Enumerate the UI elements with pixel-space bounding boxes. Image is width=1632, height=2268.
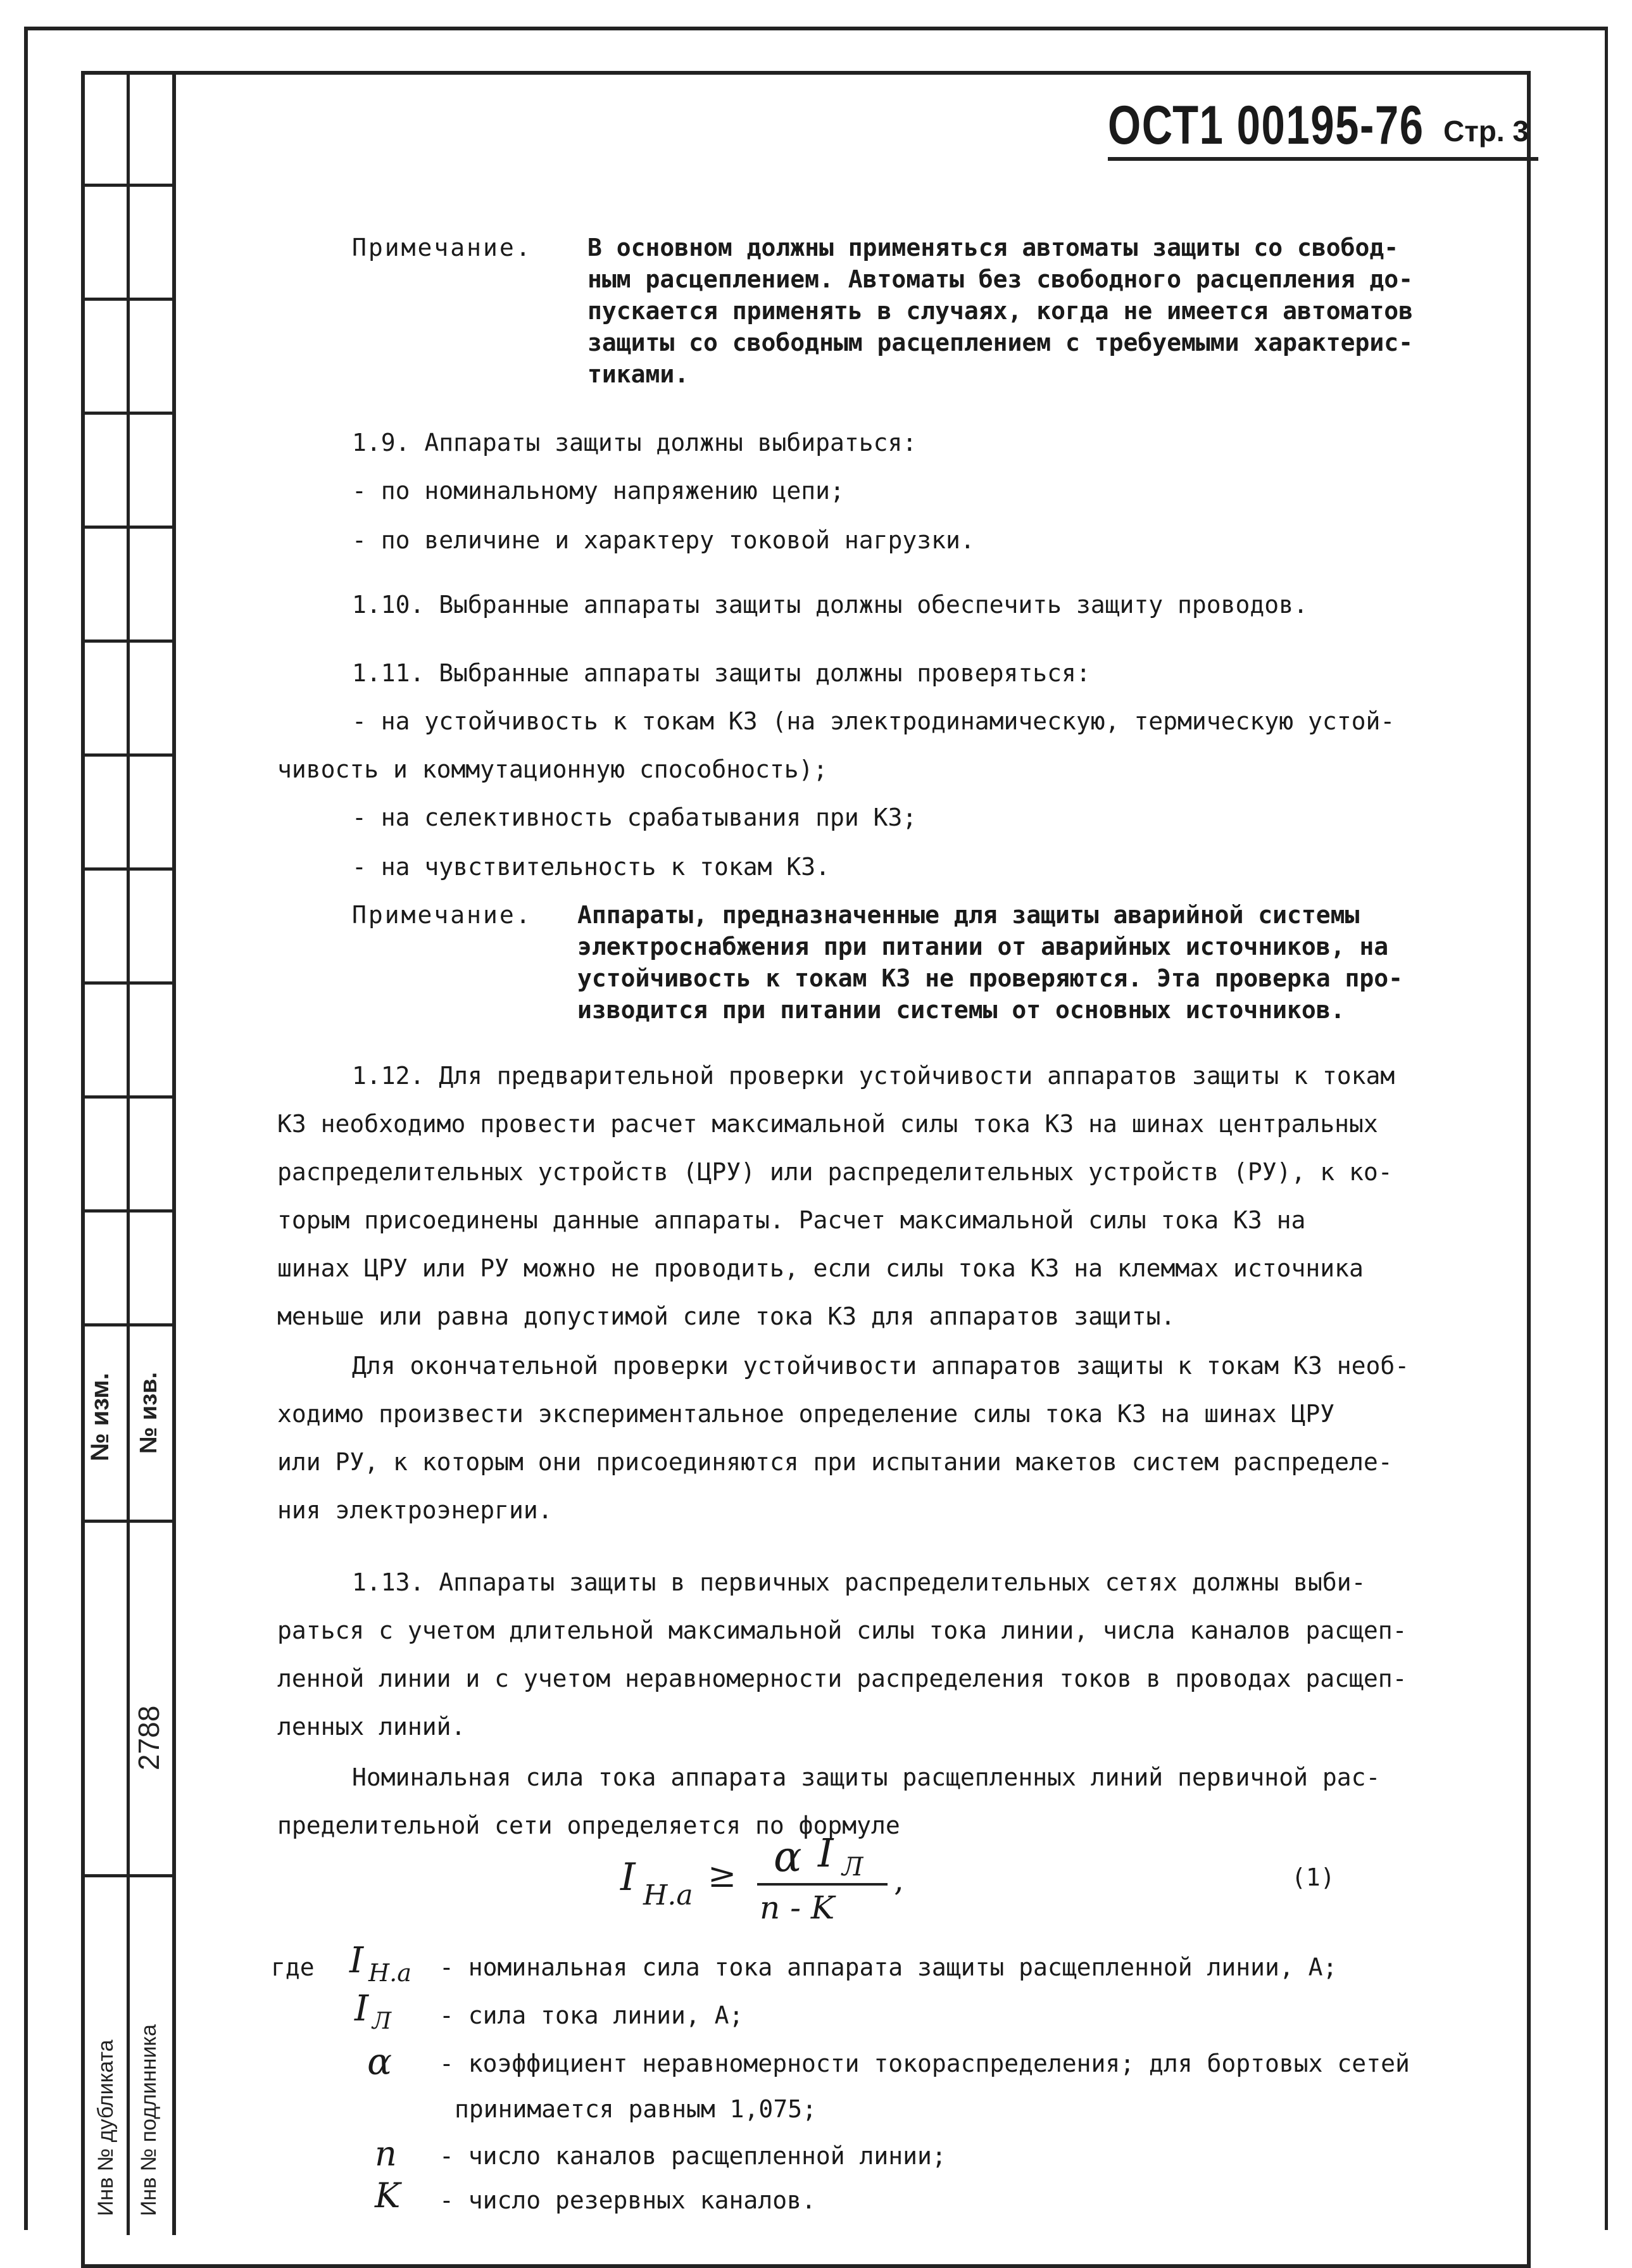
section-1-13-line: пределительной сети определяется по формуле	[277, 1811, 900, 1839]
margin-rule	[81, 526, 176, 529]
section-1-13-line: Номинальная сила тока аппарата защиты расщепленных линий первичной рас-	[352, 1763, 1381, 1791]
formula-lhs-subscript: Н.а	[643, 1879, 693, 1912]
margin-izm-label: № изм.	[86, 1373, 114, 1461]
margin-rule	[81, 184, 176, 187]
note-line: Аппараты, предназначенные для защиты аварийной системы	[577, 901, 1360, 929]
formula-lhs-symbol: I	[620, 1855, 636, 1899]
page-header	[1108, 94, 1538, 161]
original-inventory-label: Инв № подлинника	[137, 2024, 161, 2216]
formula-numerator-current: I	[818, 1830, 834, 1876]
margin-rule	[81, 753, 176, 757]
def-symbol: I	[349, 1940, 364, 1981]
formula-alpha: α	[774, 1832, 802, 1881]
margin-rule	[81, 981, 176, 985]
section-1-11-title: 1.11. Выбранные аппараты защиты должны проверяться:	[352, 659, 1091, 687]
section-1-10: 1.10. Выбранные аппараты защиты должны обеспечить защиту проводов.	[352, 591, 1308, 619]
def-symbol: α	[367, 2040, 392, 2083]
note-line: ным расцеплением. Автоматы без свободного расцепления до-	[587, 265, 1414, 293]
section-1-12-line: Для окончательной проверки устойчивости аппаратов защиты к токам КЗ необ-	[352, 1352, 1410, 1380]
section-1-12-line: 1.12. Для предварительной проверки устойчивости аппаратов защиты к токам	[352, 1062, 1395, 1090]
section-1-12-line: торым присоединены данные аппараты. Расчет максимальной силы тока КЗ на	[277, 1206, 1306, 1234]
inventory-number: 2788	[132, 1705, 165, 1770]
section-1-12-line: меньше или равна допустимой силе тока КЗ для аппаратов защиты.	[277, 1302, 1176, 1330]
list-item: - на чувствительность к токам КЗ.	[352, 853, 830, 881]
section-1-12-line: ния электроэнергии.	[277, 1496, 553, 1524]
note-label: Примечание.	[352, 901, 532, 929]
section-1-12-line: или РУ, к которым они присоединяются при испытании макетов систем распределе-	[277, 1448, 1393, 1476]
definition-text: - число резервных каналов.	[439, 2186, 816, 2214]
section-1-13-line: ленных линий.	[277, 1713, 466, 1741]
note-line: защиты со свободным расцеплением с требуемыми характерис-	[587, 329, 1414, 356]
formula-numerator-subscript: Л	[842, 1853, 863, 1882]
margin-rule	[81, 1323, 176, 1326]
section-1-12-line: КЗ необходимо провести расчет максимальной силы тока КЗ на шинах центральных	[277, 1110, 1378, 1138]
formula-denominator: n - K	[760, 1889, 835, 1926]
note-label: Примечание.	[352, 234, 532, 261]
margin-rule	[81, 298, 176, 301]
note-line: устойчивость к токам КЗ не проверяются. Эта проверка про-	[577, 964, 1403, 992]
note-line: тиками.	[587, 360, 689, 388]
section-1-12-line: ходимо произвести экспериментальное определение силы тока КЗ на шинах ЦРУ	[277, 1400, 1335, 1428]
note-line: изводится при питании системы от основных источников.	[577, 996, 1345, 1024]
fraction-bar	[757, 1883, 888, 1886]
definition-text: принимается равным 1,075;	[455, 2095, 817, 2123]
section-1-12-line: распределительных устройств (ЦРУ) или распределительных устройств (РУ), к ко-	[277, 1158, 1393, 1186]
margin-rule	[81, 639, 176, 643]
list-item: - на устойчивость к токам КЗ (на электродинамическую, термическую устой-	[352, 707, 1395, 735]
margin-rule	[81, 1874, 176, 1877]
margin-rule	[81, 867, 176, 871]
def-symbol: K	[375, 2176, 401, 2215]
note-line: пускается применять в случаях, когда не имеется автоматов	[587, 297, 1414, 325]
definition-text: - коэффициент неравномерности токораспределения; для бортовых сетей	[439, 2050, 1410, 2077]
section-1-12-line: шинах ЦРУ или РУ можно не проводить, если силы тока КЗ на клеммах источника	[277, 1254, 1364, 1282]
margin-rule	[81, 1095, 176, 1099]
page-number: Стр. 3	[1443, 115, 1529, 148]
definition-text: - сила тока линии, А;	[439, 2001, 744, 2029]
list-item-continuation: чивость и коммутационную способность);	[277, 755, 828, 783]
list-item: - по величине и характеру токовой нагрузки.	[352, 526, 975, 554]
def-symbol: I	[355, 1988, 369, 2029]
standard-number: ОСТ1 00195-76	[1108, 95, 1424, 156]
margin-column-divider	[172, 71, 176, 2235]
note-line: В основном должны применяться автоматы защиты со свобод-	[587, 234, 1399, 261]
margin-rule	[81, 1209, 176, 1213]
def-symbol: n	[375, 2134, 397, 2174]
def-subscript: Л	[372, 2008, 392, 2034]
section-1-9-title: 1.9. Аппараты защиты должны выбираться:	[352, 429, 917, 457]
duplicate-inventory-label: Инв № дубликата	[94, 2039, 118, 2216]
formula-relation: ≥	[708, 1855, 737, 1895]
list-item: - на селективность срабатывания при КЗ;	[352, 803, 917, 831]
definition-text: - номинальная сила тока аппарата защиты расщепленной линии, А;	[439, 1953, 1338, 1981]
note-line: электроснабжения при питании от аварийных источников, на	[577, 933, 1389, 961]
formula-comma: ,	[894, 1862, 904, 1898]
definition-text: - число каналов расщепленной линии;	[439, 2142, 946, 2170]
section-1-13-line: ленной линии и с учетом неравномерности распределения токов в проводах расщеп-	[277, 1665, 1407, 1692]
def-subscript: Н.а	[368, 1959, 411, 1987]
margin-rule	[81, 1520, 176, 1523]
section-1-13-line: раться с учетом длительной максимальной силы тока линии, числа каналов расщеп-	[277, 1616, 1407, 1644]
margin-column-divider	[127, 71, 130, 2235]
section-1-13-line: 1.13. Аппараты защиты в первичных распределительных сетях должны выби-	[352, 1568, 1366, 1596]
formula-number: (1)	[1291, 1863, 1335, 1891]
margin-rule	[81, 412, 176, 415]
margin-izv-label: № изв.	[135, 1371, 162, 1454]
where-label: где	[271, 1953, 315, 1981]
list-item: - по номинальному напряжению цепи;	[352, 477, 844, 505]
